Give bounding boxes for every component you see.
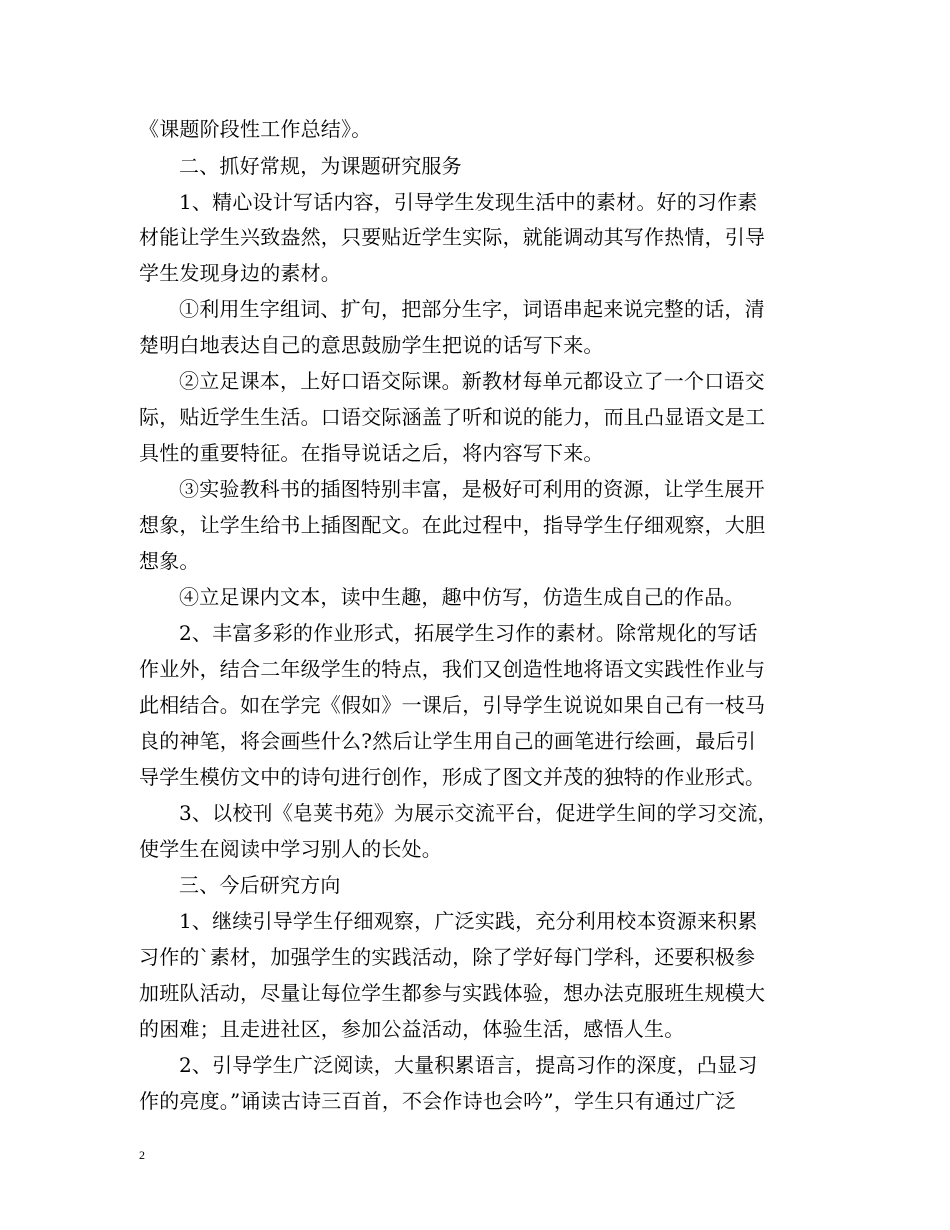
text-line: 良的神笔，将会画些什么?然后让学生用自己的画笔进行绘画，最后引 bbox=[139, 729, 756, 753]
section-heading: 二、抓好常规，为课题研究服务 bbox=[179, 154, 462, 178]
text-line: 1、继续引导学生仔细观察，广泛实践，充分利用校本资源来积累 bbox=[179, 909, 758, 933]
text-line: 材能让学生兴致盎然，只要贴近学生实际，就能调动其写作热情，引导 bbox=[139, 225, 766, 249]
text-line: 想象，让学生给书上插图配文。在此过程中，指导学生仔细观察，大胆 bbox=[139, 513, 766, 537]
text-line: ②立足课本，上好口语交际课。新教材每单元都设立了一个口语交 bbox=[179, 369, 765, 393]
text-line: 2、引导学生广泛阅读，大量积累语言，提高习作的深度，凸显习 bbox=[179, 1053, 758, 1077]
section-heading: 三、今后研究方向 bbox=[179, 873, 341, 897]
text-line: 学生发现身边的素材。 bbox=[139, 261, 341, 285]
text-line: 际，贴近学生生活。口语交际涵盖了听和说的能力，而且凸显语文是工 bbox=[139, 405, 766, 429]
text-line: ④立足课内文本，读中生趣，趣中仿写，仿造生成自己的作品。 bbox=[179, 585, 745, 609]
text-line: 想象。 bbox=[139, 549, 200, 573]
text-line: 加班队活动，尽量让每位学生都参与实践体验，想办法克服班生规模大 bbox=[139, 981, 766, 1005]
text-line: 3、以校刊《皂荚书苑》为展示交流平台，促进学生间的学习交流， bbox=[179, 801, 778, 825]
page-number: 2 bbox=[139, 1148, 145, 1162]
text-line: ①利用生字组词、扩句，把部分生字，词语串起来说完整的话，清 bbox=[179, 297, 765, 321]
text-line: 习作的`素材，加强学生的实践活动，除了学好每门学科，还要积极参 bbox=[139, 945, 756, 969]
text-line: 的困难；且走进社区，参加公益活动，体验生活，感悟人生。 bbox=[139, 1017, 685, 1041]
text-line: 具性的重要特征。在指导说话之后，将内容写下来。 bbox=[139, 441, 604, 465]
text-line: 导学生模仿文中的诗句进行创作，形成了图文并茂的独特的作业形式。 bbox=[139, 765, 766, 789]
text-line: 此相结合。如在学完《假如》一课后，引导学生说说如果自己有一枝马 bbox=[139, 693, 766, 717]
text-line: 作业外，结合二年级学生的特点，我们又创造性地将语文实践性作业与 bbox=[139, 657, 766, 681]
text-line: 使学生在阅读中学习别人的长处。 bbox=[139, 837, 442, 861]
text-line: ③实验教科书的插图特别丰富，是极好可利用的资源，让学生展开 bbox=[179, 477, 765, 501]
text-line: 1、精心设计写话内容，引导学生发现生活中的素材。好的习作素 bbox=[179, 190, 758, 214]
text-line: 楚明白地表达自己的意思鼓励学生把说的话写下来。 bbox=[139, 333, 604, 357]
text-line: 《课题阶段性工作总结》。 bbox=[139, 117, 372, 141]
text-line: 作的亮度。”诵读古诗三百首，不会作诗也会吟”，学生只有通过广泛 bbox=[139, 1089, 736, 1113]
text-line: 2、丰富多彩的作业形式，拓展学生习作的素材。除常规化的写话 bbox=[179, 621, 758, 645]
